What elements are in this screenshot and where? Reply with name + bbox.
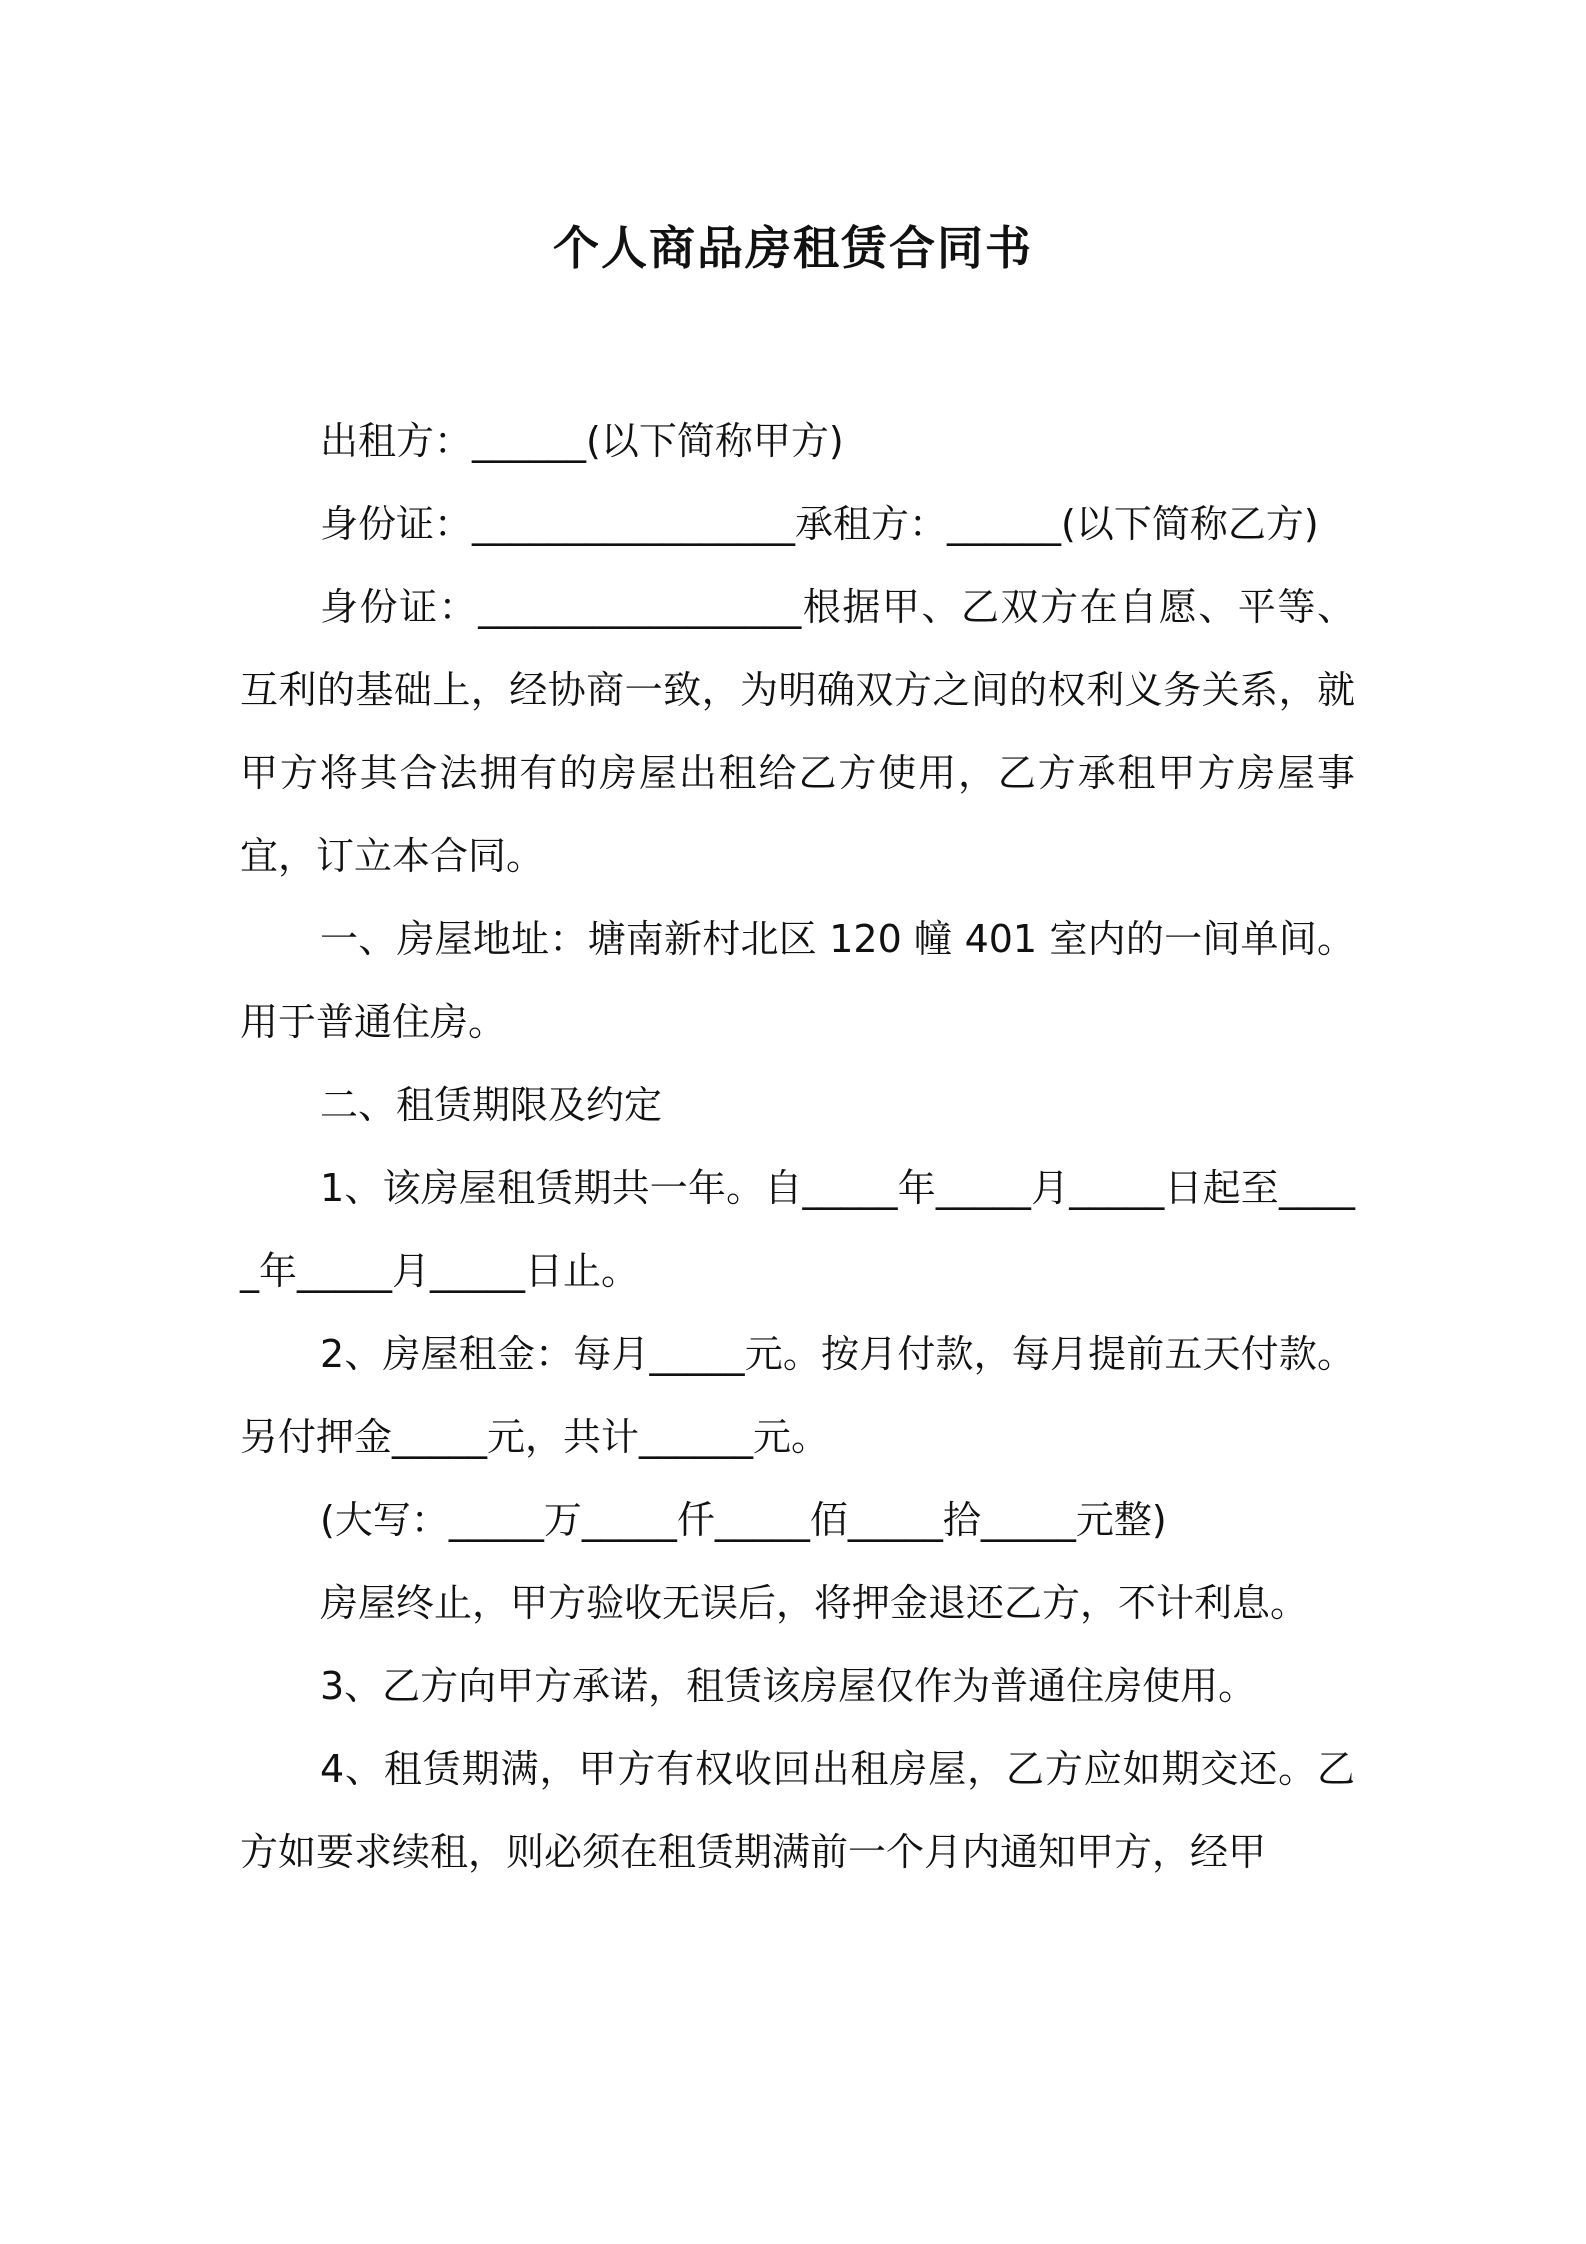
- clause-amount-in-words: (大写：_____万_____仟_____佰_____拾_____元整): [320, 1498, 1167, 1542]
- clause-deposit-return: 房屋终止，甲方验收无误后，将押金退还乙方，不计利息。: [320, 1581, 1309, 1625]
- clause-lease-expiry: 4、租赁期满，甲方有权收回出租房屋，乙方应如期交还。乙方如要求续租，则必须在租赁期满前一个月内通知甲方，经甲: [240, 1747, 1355, 1874]
- clause-lease-period: 1、该房屋租赁期共一年。自_____年_____月_____日起至_____年_____月_____日止。: [240, 1166, 1355, 1293]
- clause-house-address: 一、房屋地址：塘南新村北区 120 幢 401 室内的一间单间。用于普通住房。: [240, 917, 1355, 1044]
- clause-lease-term-heading: 二、租赁期限及约定: [320, 1083, 663, 1127]
- clause-usage-commitment: 3、乙方向甲方承诺，租赁该房屋仅作为普通住房使用。: [320, 1664, 1257, 1708]
- document-body: [240, 400, 1355, 1894]
- preamble-paragraph: 身份证：_________________根据甲、乙双方在自愿、平等、互利的基础上，经协商一致，为明确双方之间的权利义务关系，就甲方将其合法拥有的房屋出租给乙方使用，乙方承租甲方房屋事宜，订立本合同。: [240, 585, 1355, 878]
- id-lessee-line: 身份证：_________________承租方：______(以下简称乙方): [320, 502, 1319, 546]
- document-title: 个人商品房租赁合同书: [553, 221, 1033, 275]
- clause-rent: 2、房屋租金：每月_____元。按月付款，每月提前五天付款。另付押金_____元，共计______元。: [240, 1332, 1355, 1459]
- lessor-line: 出租方：______(以下简称甲方): [320, 419, 844, 463]
